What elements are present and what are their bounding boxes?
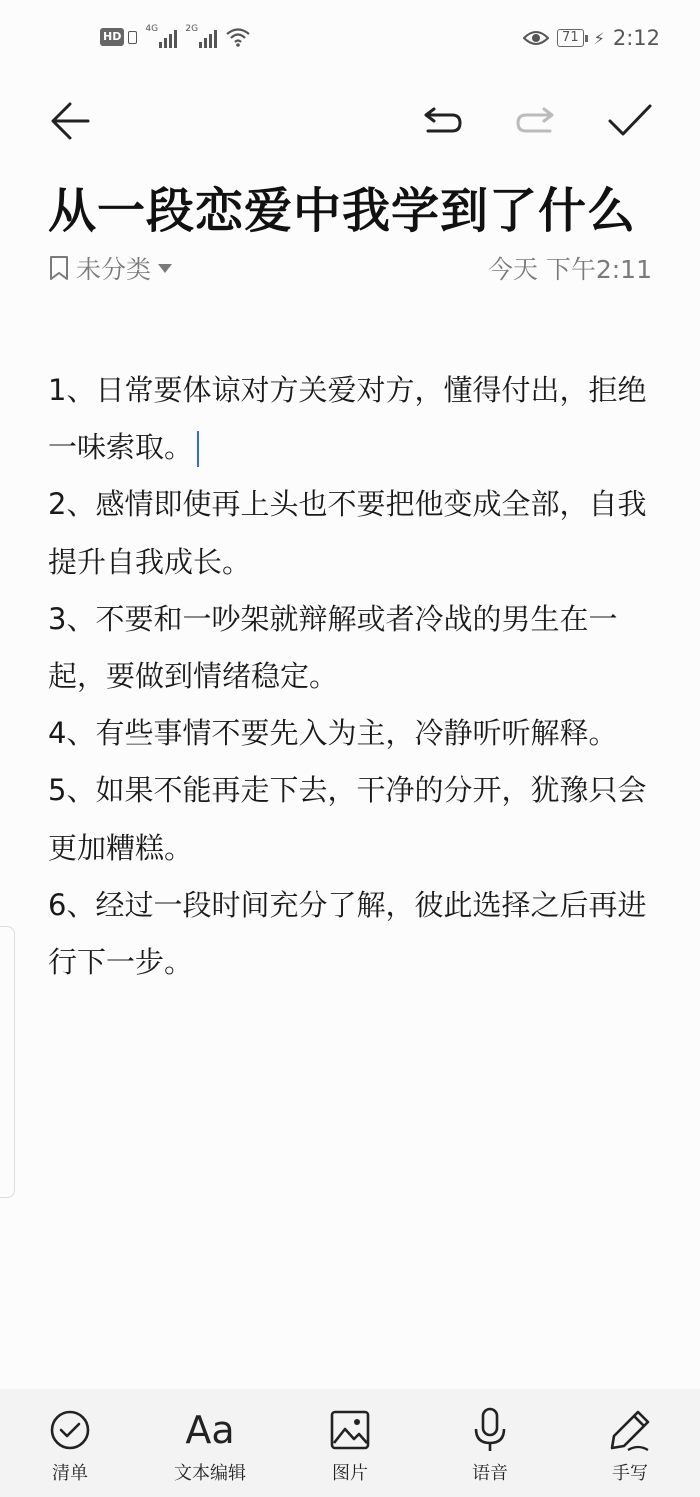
back-arrow-icon [48,99,92,143]
battery-icon: 71 [557,29,584,47]
image-button[interactable]: 图片 [290,1407,410,1485]
done-button[interactable] [604,95,656,147]
hd-icon: HD [100,28,124,46]
note-paragraph: 2、感情即使再上头也不要把他变成全部，自我提升自我成长。 [48,487,647,579]
editor-toolbar [0,95,700,147]
handwriting-button[interactable]: 手写 [570,1407,690,1485]
text-cursor [197,431,199,467]
image-icon [329,1409,371,1451]
back-button[interactable] [44,95,96,147]
status-bar [0,0,700,80]
bookmark-icon [48,255,70,281]
text-format-button[interactable]: Aa 文本编辑 [174,1408,246,1484]
note-timestamp: 今天 下午2:11 [487,255,652,284]
pen-icon [608,1408,652,1452]
status-bar-left [100,26,251,48]
checklist-icon [49,1409,91,1451]
category-selector[interactable] [48,250,173,286]
note-title[interactable]: 从一段恋爱中我学到了什么 [48,183,637,239]
wifi-icon [225,27,251,47]
note-paragraph: 1、日常要体谅对方关爱对方，懂得付出，拒绝一味索取。 [48,362,658,476]
eye-icon [523,29,549,47]
voice-button[interactable]: 语音 [430,1407,550,1485]
undo-button[interactable] [416,95,468,147]
microphone-icon [472,1407,508,1453]
dropdown-triangle-icon [157,262,173,274]
note-body-editor[interactable] [48,362,658,991]
text-format-icon: Aa [185,1408,235,1452]
bottom-toolbar [0,1389,700,1497]
note-paragraph: 5、如果不能再走下去，干净的分开，犹豫只会更加糟糕。 [48,773,647,865]
note-paragraph: 6、经过一段时间充分了解，彼此选择之后再进行下一步。 [48,887,647,980]
status-bar-right [523,26,660,50]
undo-icon [420,99,464,143]
checklist-button[interactable]: 清单 [10,1407,130,1485]
redo-icon [514,99,558,143]
sim-icon [128,31,137,44]
note-paragraph: 3、不要和一吵架就辩解或者冷战的男生在一起，要做到情绪稳定。 [48,601,618,694]
note-meta [48,250,652,286]
signal-icon: 4G [145,26,177,48]
status-time: 2:12 [612,26,660,50]
redo-button[interactable] [510,95,562,147]
signal-icon-2: 2G [185,26,217,48]
side-drawer-handle[interactable] [0,926,15,1198]
category-label: 未分类 [76,255,152,284]
checkmark-icon [606,99,654,143]
note-paragraph: 4、有些事情不要先入为主，冷静听听解释。 [48,716,618,751]
charging-icon: ⚡ [593,28,605,48]
